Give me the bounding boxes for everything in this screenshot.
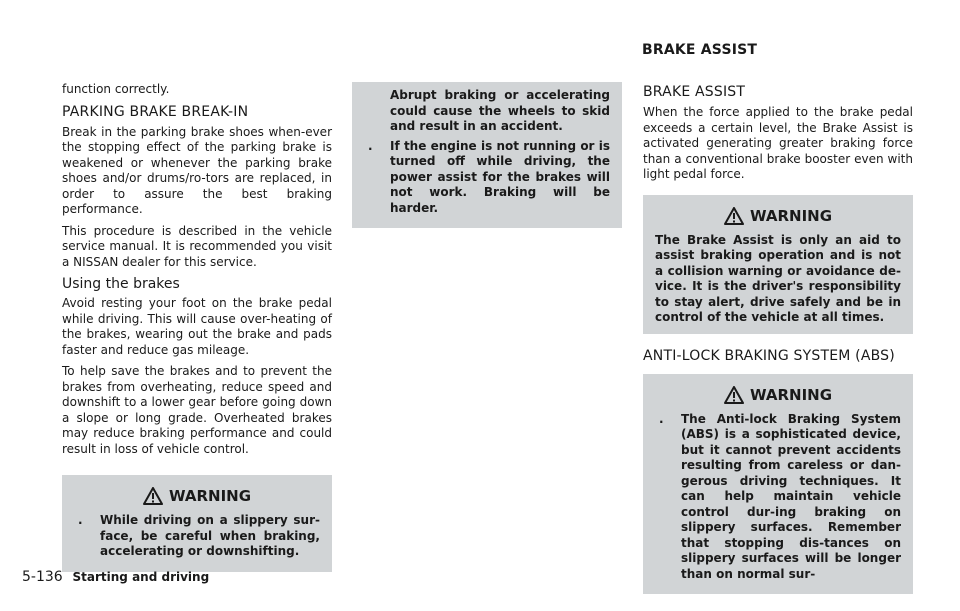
bullet-marker: . <box>78 513 83 527</box>
warning-box-abs <box>643 374 913 595</box>
warning-text-brake-assist: The Brake Assist is only an aid to assist braking operation and is not a collision warning or avoidance de-vice. It is the driver's responsibility to stay alert, drive safely and be in control of the vehicle at all times. <box>655 232 901 324</box>
section-header-title: BRAKE ASSIST <box>642 42 758 58</box>
heading-abs: ANTI-LOCK BRAKING SYSTEM (ABS) <box>643 347 895 364</box>
intro-text: function correctly. <box>62 82 170 96</box>
column-1 <box>62 82 332 580</box>
warning-header <box>62 475 332 513</box>
warning-header <box>643 374 913 412</box>
page-footer <box>22 569 209 585</box>
warning-box-continued <box>352 82 622 228</box>
warning-triangle-icon <box>724 207 744 225</box>
warning-box-driving <box>62 475 332 572</box>
warning-bullet <box>659 412 901 583</box>
heading-using-the-brakes: Using the brakes <box>62 276 180 292</box>
bullet-marker: . <box>659 411 664 426</box>
warning-header <box>643 195 913 233</box>
paragraph-break-in-2: This procedure is described in the vehicle service manual. It is recommended you visit a NISSAN dealer for this service. <box>62 223 332 269</box>
warning-triangle-icon <box>143 487 163 505</box>
warning-bullet-text: While driving on a slippery sur-face, be careful when braking, accelerating or downshifting. <box>100 513 320 558</box>
paragraph-using-1: Avoid resting your foot on the brake pedal while driving. This will cause over-heating of the brakes, wearing out the brake and pads faster and reduce gas mileage. <box>62 296 332 357</box>
column-3 <box>643 82 913 602</box>
warning-label: WARNING <box>168 487 252 505</box>
warning-bullet-text: If the engine is not running or is turned off while driving, the power assist for the brakes will not work. Braking will be harder. <box>390 138 610 215</box>
warning-continued-text <box>368 88 610 135</box>
warning-bullet-text: The Anti-lock Braking System (ABS) is a sophisticated device, but it cannot prevent accidents resulting from careless or dan-gerous driving techniques. It can help maintain vehicle control dur-ing braking on slippery surfaces. Remember that stopping dis-tances on slippery surfaces will be longer than on normal sur- <box>681 411 901 581</box>
paragraph-brake-assist: When the force applied to the brake pedal exceeds a certain level, the Brake Assist is activated generating greater braking force than a conventional brake booster even with light pedal force. <box>643 105 913 181</box>
footer-section-name: Starting and driving <box>72 570 210 584</box>
heading-brake-assist: BRAKE ASSIST <box>643 84 746 100</box>
warning-label: WARNING <box>749 385 833 404</box>
paragraph-using-2: To help save the brakes and to prevent the brakes from overheating, reduce speed and downshift to a lower gear before going down a slope or long grade. Overheated brakes may reduce braking performance and could result in loss of vehicle control. <box>62 364 332 456</box>
warning-bullet <box>368 139 610 217</box>
warning-box-brake-assist <box>643 195 913 334</box>
warning-triangle-icon <box>724 386 744 404</box>
warning-continued-body: Abrupt braking or accelerating could cause the wheels to skid and result in an accident. <box>390 88 610 133</box>
warning-bullet <box>78 513 320 560</box>
warning-label: WARNING <box>749 206 833 225</box>
bullet-marker: . <box>368 138 373 153</box>
column-2 <box>352 82 622 236</box>
paragraph-break-in-1: Break in the parking brake shoes when-ever the stopping effect of the parking brake is weakened or whenever the parking brake shoes and/or drums/ro-tors are replaced, in order to assure the best braking performance. <box>62 124 332 216</box>
page-number: 5-136 <box>22 569 63 585</box>
heading-parking-brake-break-in: PARKING BRAKE BREAK-IN <box>62 103 249 120</box>
